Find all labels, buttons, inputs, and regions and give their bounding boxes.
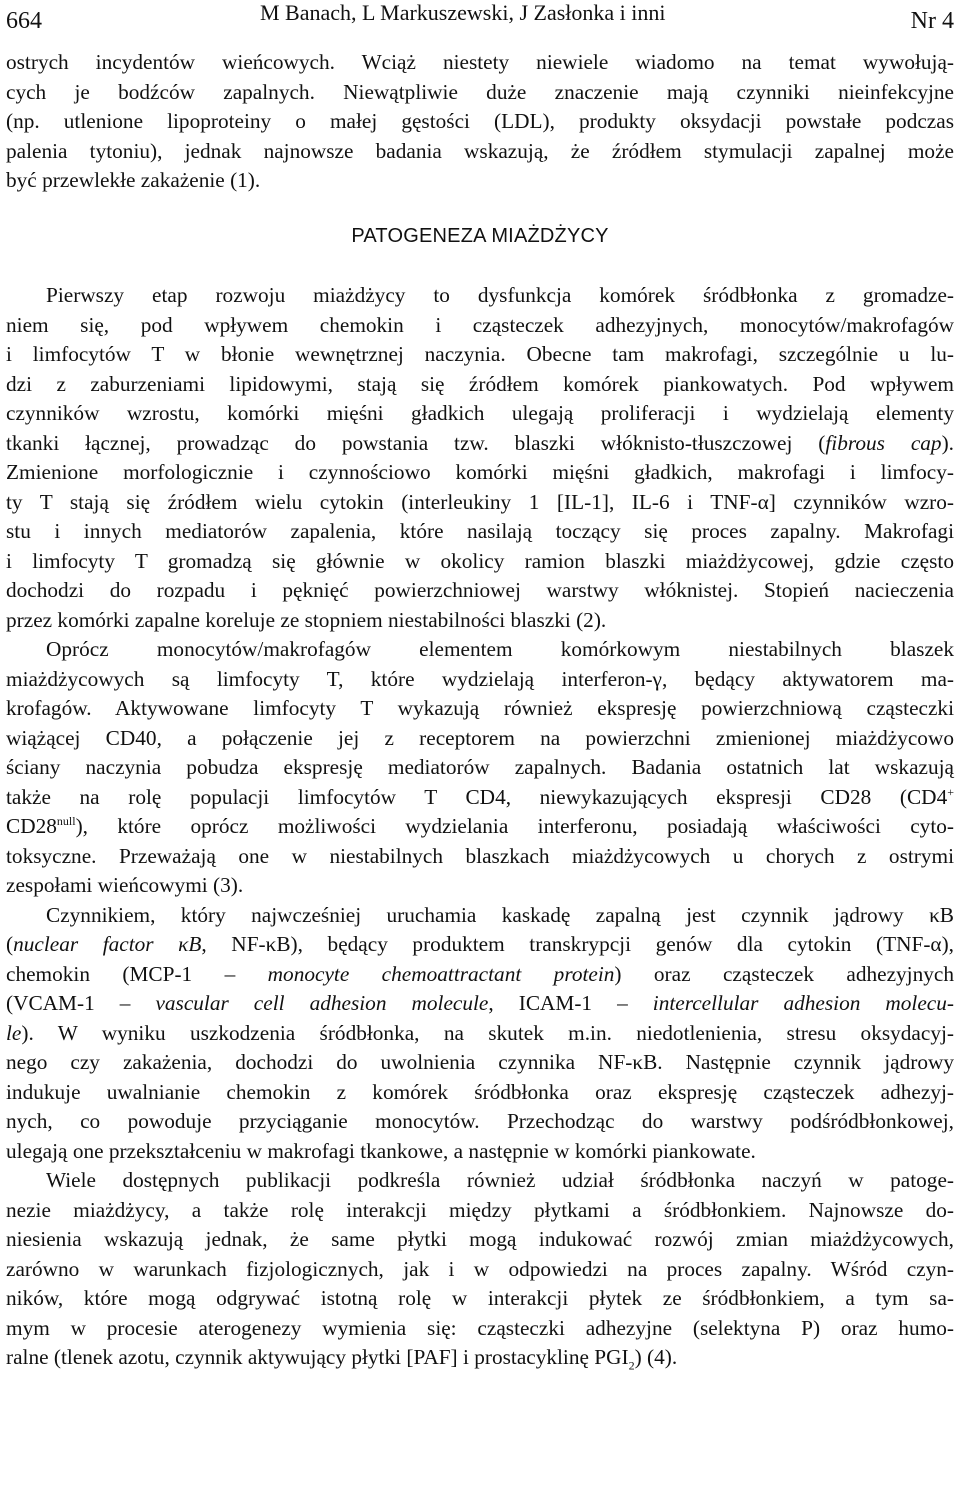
text-run: ) (4). [634, 1345, 678, 1369]
text-line: ników, które mogą odgrywać istotną rolę w interakcji płytek ze śródbłonkiem, a tym sa- [6, 1286, 954, 1310]
text-run: , NF-κB), będący produktem transkrypcji genów dla cytokin (TNF-α), [201, 932, 954, 956]
text-line [6, 930, 954, 960]
superscript: + [947, 784, 954, 799]
text-line: dzi z zaburzeniami lipidowymi, stają się źródłem komórek piankowatych. Pod wpływem [6, 371, 954, 396]
text-line [6, 989, 954, 1019]
text-line: i limfocyty T gromadzą się głównie w okolicy ramion blaszki miażdżycowej, gdzie często [6, 548, 954, 573]
text-line: zarówno w warunkach fizjologicznych, jak i w odpowiedzi na proces zapalny. Wśród czyn- [6, 1256, 954, 1281]
paragraph-3 [6, 901, 954, 1167]
page-number: 664 [6, 8, 42, 34]
text-line [6, 812, 954, 842]
text-run: także na rolę populacji limfocytów T CD4, niewykazujących ekspresji CD28 (CD4 [6, 784, 948, 809]
text-line: czynników wzrostu, komórki mięśni gładkich ulegają proliferacji i wydzielają elementy [6, 401, 954, 425]
text-line: ostrych incydentów wieńcowych. Wciąż niestety niewiele wiadomo na temat wywołują- [6, 50, 954, 74]
text-run: ralne (tlenek azotu, czynnik aktywujący płytki [PAF] i prostacyklinę PGI [6, 1345, 629, 1369]
article-page [6, 0, 954, 1373]
text-run: (VCAM-1 – [6, 991, 156, 1015]
italic-term: vascular cell adhesion molecule [155, 991, 489, 1015]
text-run: ). [941, 430, 954, 455]
running-head-authors: M Banach, L Markuszewski, J Zasłonka i inni [260, 0, 666, 25]
text-line: być przewlekłe zakażenie (1). [6, 168, 261, 192]
text-line: toksyczne. Przeważają one w niestabilnych blaszkach miażdżycowych u chorych z ostrymi [6, 843, 954, 868]
text-line [6, 960, 954, 990]
paragraph-4 [6, 1166, 954, 1373]
text-line: nego czy zakażenia, dochodzi do uwolnienia czynnika NF-κB. Następnie czynnik jądrowy [6, 1050, 954, 1074]
text-line: wiążącej CD40, a połączenie jej z receptorem na powierzchni zmienionej miażdżycowo [6, 725, 954, 750]
text-line: niesienia wskazują jednak, że same płytki mogą indukować rozwój zmian miażdżycowych, [6, 1227, 954, 1251]
italic-term: fibrous cap [825, 430, 942, 455]
italic-term: monocyte chemoattractant protein [267, 961, 615, 986]
paragraph-2 [6, 635, 954, 901]
text-line: stu i innych mediatorów zapalenia, które nasilają toczący się proces zapalny. Makrofagi [6, 519, 954, 543]
text-line [6, 783, 954, 813]
text-line: ty T stają się źródłem wielu cytokin (interleukiny 1 [IL-1], IL-6 i TNF-α] czynników wzro- [6, 489, 954, 514]
text-line: (np. utlenione lipoproteiny o małej gęstości (LDL), produkty oksydacji powstałe podczas [6, 109, 954, 133]
text-line: Oprócz monocytów/makrofagów elementem komórkowym niestabilnych blaszek [46, 637, 954, 661]
text-line [6, 429, 954, 459]
italic-term: intercellular adhesion molecu- [652, 991, 954, 1015]
intro-paragraph [6, 48, 954, 196]
text-line: zespołami wieńcowymi (3). [6, 873, 244, 897]
text-line: dochodzi do rozpadu i pęknięć powierzchniowej warstwy włóknistej. Stopień nacieczenia [6, 578, 954, 602]
text-line [6, 1019, 954, 1049]
text-line: Czynnikiem, który najwcześniej uruchamia kaskadę zapalną jest czynnik jądrowy κB [46, 902, 954, 927]
section-heading: PATOGENEZA MIAŻDŻYCY [351, 224, 609, 247]
superscript: null [56, 813, 76, 828]
text-line: Wiele dostępnych publikacji podkreśla również udział śródbłonka naczyń w patoge- [46, 1168, 954, 1192]
text-run: ( [6, 932, 14, 956]
text-line: indukuje uwalnianie chemokin z komórek śródbłonka oraz ekspresję cząsteczek adhezyj- [6, 1079, 954, 1104]
italic-term: nuclear factor κB [13, 932, 202, 956]
text-line: nezie miażdżycy, a także rolę interakcji między płytkami a śródbłonkiem. Najnowsze do- [6, 1197, 954, 1222]
text-run: ). W wyniku uszkodzenia śródbłonka, na skutek m.in. niedotlenienia, stresu oksydacyj- [21, 1020, 954, 1045]
text-run: chemokin (MCP-1 – [6, 961, 268, 986]
text-run: ) oraz cząsteczek adhezyjnych [614, 961, 955, 986]
text-run: CD28 [6, 814, 57, 838]
italic-term: le [6, 1020, 22, 1045]
subscript: 2 [628, 1358, 635, 1373]
issue-number: Nr 4 [910, 8, 954, 34]
text-line: ściany naczynia pobudza ekspresję mediatorów zapalnych. Badania ostatnich lat wskazują [6, 755, 954, 779]
text-line: nych, co powoduje przyciąganie monocytów. Przechodząc do warstwy podśródbłonkowej, [6, 1109, 954, 1133]
text-line: przez komórki zapalne koreluje ze stopniem niestabilności blaszki (2). [6, 607, 607, 632]
text-run: , ICAM-1 – [488, 991, 653, 1015]
text-run: ), które oprócz możliwości wydzielania interferonu, posiadają właściwości cyto- [75, 814, 954, 838]
text-line: i limfocytów T w błonie wewnętrznej naczynia. Obecne tam makrofagi, szczególnie u lu- [6, 342, 954, 366]
text-line: Pierwszy etap rozwoju miażdżycy to dysfunkcja komórek śródbłonka z gromadze- [46, 283, 954, 307]
text-line: mym w procesie aterogenezy wymienia się: cząsteczki adhezyjne (selektyna P) oraz humo- [6, 1315, 954, 1340]
text-line: niem się, pod wpływem chemokin i cząsteczek adhezyjnych, monocytów/makrofagów [6, 312, 954, 337]
text-line: krofagów. Aktywowane limfocyty T wykazują również ekspresję powierzchniową cząsteczki [6, 696, 954, 720]
text-line [6, 1343, 954, 1373]
text-run: tkanki łącznej, prowadząc do powstania tzw. blaszki włóknisto-tłuszczowej ( [6, 430, 826, 455]
paragraph-1 [6, 281, 954, 635]
text-line: palenia tytoniu), jednak najnowsze badania wskazują, że źródłem stymulacji zapalnej może [6, 138, 954, 163]
running-head [6, 0, 954, 48]
text-line: cych je bodźców zapalnych. Niewątpliwie duże znaczenie mają czynniki nieinfekcyjne [6, 79, 954, 104]
text-line: Zmienione morfologicznie i czynnościowo komórki mięśni gładkich, makrofagi i limfocy- [6, 460, 954, 484]
text-line: miażdżycowych są limfocyty T, które wydzielają interferon-γ, będący aktywatorem ma- [6, 666, 954, 691]
text-line: ulegają one przekształceniu w makrofagi tkankowe, a następnie w komórki piankowate. [6, 1138, 756, 1163]
article-body [6, 48, 954, 1373]
